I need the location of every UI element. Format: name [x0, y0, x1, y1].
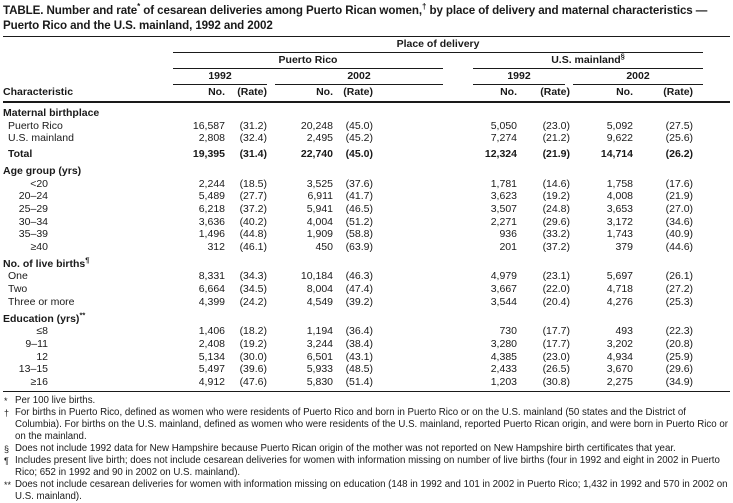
table-body — [3, 102, 730, 389]
cell-value: (26.2) — [665, 148, 694, 161]
row-label-text: <20 — [30, 177, 48, 190]
header-spacer — [703, 53, 730, 69]
dagger-footnote-marker: † — [422, 2, 427, 12]
edge-spacer — [703, 228, 730, 241]
cell-value: 6,664 — [198, 283, 225, 296]
row-label-text: 30–34 — [18, 215, 48, 228]
table-row — [3, 190, 730, 203]
cell-value: 19,395 — [192, 148, 225, 161]
cell-value: 5,933 — [306, 363, 333, 376]
row-label-text: ≤8 — [36, 325, 48, 338]
cell-value: (63.9) — [345, 241, 373, 254]
section-footnote-marker: ** — [79, 310, 86, 320]
cell-value: (41.7) — [345, 190, 373, 203]
cell-value: (34.6) — [665, 215, 694, 228]
table-header — [3, 37, 730, 102]
table-row — [3, 376, 730, 389]
bottom-rule — [3, 391, 730, 392]
cell-value: (25.9) — [665, 350, 694, 363]
header-row-groups — [3, 53, 730, 69]
cell-value: 2,808 — [198, 132, 225, 145]
group-gap — [443, 190, 473, 203]
characteristic-header: Characteristic — [3, 85, 173, 102]
cell-value: 1,496 — [198, 228, 225, 241]
group-gap — [443, 132, 473, 145]
cell-value: (45.0) — [345, 119, 373, 132]
cell-value: (27.5) — [665, 119, 694, 132]
cell-value: (21.2) — [542, 132, 570, 145]
cell-value: (23.1) — [542, 270, 570, 283]
cell-value: (19.2) — [239, 337, 267, 350]
cell-value: 493 — [615, 325, 633, 338]
row-label-text: 13–15 — [18, 363, 48, 376]
cell-value: 936 — [499, 228, 517, 241]
cell-value: 8,004 — [306, 283, 333, 296]
row-label — [3, 178, 173, 191]
cell-value: 14,714 — [600, 148, 633, 161]
cell-value: 5,050 — [490, 119, 517, 132]
title-line-1: TABLE. Number and rate* of cesarean deliveries among Puerto Rican women,† by place of delivery and maternal characteristics — — [3, 2, 708, 17]
cell-value: (34.9) — [665, 376, 694, 389]
header-spacer — [3, 37, 173, 53]
cell-value: 379 — [615, 241, 633, 254]
cell-value: (17.7) — [542, 337, 570, 350]
group-gap — [443, 351, 473, 364]
section-label: Maternal birthplace — [3, 107, 100, 119]
table-row — [3, 270, 730, 283]
cell-value: 5,092 — [606, 119, 633, 132]
cell-value: (30.8) — [542, 376, 570, 389]
table-row — [3, 228, 730, 241]
table-row — [3, 283, 730, 296]
cell-value: 2,271 — [490, 215, 517, 228]
row-label: Two — [8, 283, 28, 296]
cell-value: 8,331 — [198, 270, 225, 283]
cell-value: 4,934 — [606, 350, 633, 363]
cell-value: (51.2) — [345, 215, 373, 228]
cell-value: (18.2) — [239, 325, 267, 338]
row-label-text: 9–11 — [25, 337, 48, 350]
group-gap — [443, 120, 473, 133]
group-gap — [443, 283, 473, 296]
group-gap — [443, 363, 473, 376]
cell-value: 9,622 — [606, 132, 633, 145]
row-label — [3, 351, 173, 364]
cell-value: (39.2) — [345, 295, 373, 308]
year-header-us-1992: 1992 — [473, 69, 573, 86]
cell-value: (48.5) — [345, 363, 373, 376]
cell-value: (44.8) — [239, 228, 267, 241]
cell-value: 4,979 — [490, 270, 517, 283]
asterisk-footnote-marker: * — [137, 2, 141, 12]
cell-value: (27.7) — [239, 190, 267, 203]
cell-value: 4,549 — [306, 295, 333, 308]
row-label-text: 35–39 — [18, 228, 48, 241]
edge-spacer — [703, 145, 730, 161]
cell-value: 6,911 — [307, 190, 333, 203]
row-label-text: 12 — [36, 350, 48, 363]
cell-value: (19.2) — [542, 190, 570, 203]
cell-value: 12,324 — [484, 148, 517, 161]
year-header-us-2002: 2002 — [573, 69, 703, 86]
cell-value: 1,743 — [606, 228, 633, 241]
cell-value: (27.2) — [665, 283, 694, 296]
cell-value: (23.0) — [542, 119, 570, 132]
cell-value: 1,781 — [490, 177, 517, 190]
cell-value: (27.0) — [665, 202, 694, 215]
group-header-us-mainland: U.S. mainland§ — [473, 53, 703, 69]
header-row-columns — [3, 85, 730, 102]
title-line-2: Puerto Rico and the U.S. mainland, 1992 and 2002 — [3, 19, 273, 32]
cell-value: (40.9) — [665, 228, 694, 241]
cell-value: (43.1) — [345, 350, 373, 363]
header-row-years — [3, 69, 730, 86]
cell-value: (37.2) — [542, 241, 570, 254]
cell-value: 3,623 — [490, 190, 517, 203]
cell-value: (34.3) — [239, 270, 267, 283]
edge-spacer — [703, 270, 730, 283]
group-gap — [443, 53, 473, 69]
cell-value: 3,507 — [490, 202, 517, 215]
footnote-text: Per 100 live births. — [15, 394, 96, 406]
cell-value: 5,489 — [198, 190, 225, 203]
table-row — [3, 145, 730, 161]
cell-value: (25.6) — [665, 132, 694, 145]
table-row — [3, 363, 730, 376]
footnote-marker: § — [4, 443, 10, 454]
table-row — [3, 203, 730, 216]
group-gap — [443, 178, 473, 191]
row-label: Total — [8, 148, 33, 161]
cell-value: (23.0) — [542, 350, 570, 363]
cell-value: (46.3) — [345, 270, 373, 283]
cell-value: 3,280 — [490, 337, 517, 350]
table-row — [3, 241, 730, 254]
edge-spacer — [703, 296, 730, 309]
cell-value: 6,218 — [198, 202, 225, 215]
cell-value: (51.4) — [345, 376, 373, 389]
cell-value: 3,244 — [306, 337, 333, 350]
section-footnote-marker: § — [620, 52, 625, 61]
footnote — [3, 407, 730, 443]
row-label: Puerto Rico — [8, 119, 63, 132]
cell-value: 1,909 — [306, 228, 333, 241]
cell-value: (37.6) — [345, 177, 373, 190]
section-header-row — [3, 309, 730, 326]
cell-value: 3,525 — [306, 177, 333, 190]
no-column-header: No. — [173, 85, 230, 102]
edge-spacer — [703, 120, 730, 133]
cell-value: (44.6) — [665, 241, 694, 254]
row-label: Three or more — [8, 295, 75, 308]
footnote — [3, 479, 730, 503]
group-gap — [443, 85, 473, 102]
group-gap — [443, 69, 473, 86]
edge-spacer — [703, 363, 730, 376]
cell-value: 2,433 — [490, 363, 517, 376]
cell-value: 16,587 — [192, 119, 225, 132]
cell-value: 3,172 — [606, 215, 633, 228]
cell-value: (24.8) — [542, 202, 570, 215]
footnote-text: Does not include cesarean deliveries for women with information missing on education (148 in 1992 and 101 in 2002 in Puerto Rico; 1,432 in 1992 and 570 in 2002 on U.S. mainland). — [15, 478, 728, 502]
section-label: Education (yrs)** — [3, 310, 86, 325]
cell-value: 3,670 — [606, 363, 633, 376]
cell-value: 3,636 — [198, 215, 225, 228]
group-gap — [443, 228, 473, 241]
footnote-marker: ** — [4, 479, 12, 490]
cell-value: (45.2) — [345, 132, 373, 145]
row-label: U.S. mainland — [8, 132, 74, 145]
cell-value: (30.0) — [239, 350, 267, 363]
cell-value: 5,830 — [306, 376, 333, 389]
header-spacer — [3, 69, 173, 86]
group-gap — [443, 338, 473, 351]
cell-value: 3,202 — [606, 337, 633, 350]
year-header-pr-2002: 2002 — [275, 69, 443, 86]
cell-value: 730 — [499, 325, 517, 338]
cell-value: 450 — [315, 241, 333, 254]
cell-value: (24.2) — [239, 295, 267, 308]
cell-value: (45.0) — [345, 148, 373, 161]
table-row — [3, 296, 730, 309]
table-row — [3, 120, 730, 133]
row-label-text: 25–29 — [18, 202, 48, 215]
edge-spacer — [703, 203, 730, 216]
edge-spacer — [703, 178, 730, 191]
table-row — [3, 338, 730, 351]
cell-value: (21.9) — [542, 148, 570, 161]
section-footnote-marker: ¶ — [85, 255, 90, 265]
cell-value: (26.5) — [542, 363, 570, 376]
cell-value: 201 — [499, 241, 517, 254]
footnote-text: Does not include 1992 data for New Hampshire because Puerto Rican origin of the mother was not reported on New Hampshire birth certificates that year. — [15, 442, 676, 454]
cell-value: (22.0) — [542, 283, 570, 296]
cell-value: 10,184 — [300, 270, 333, 283]
row-label — [3, 190, 173, 203]
cell-value: (37.2) — [239, 202, 267, 215]
year-header-pr-1992: 1992 — [173, 69, 275, 86]
row-label — [3, 376, 173, 389]
group-gap — [443, 376, 473, 389]
cell-value: 4,399 — [198, 295, 225, 308]
row-label-text: 20–24 — [18, 190, 48, 203]
cell-value: (18.5) — [239, 177, 267, 190]
cell-value: 2,244 — [198, 177, 225, 190]
cell-value: (47.6) — [239, 376, 267, 389]
header-spacer — [703, 69, 730, 86]
rate-column-header: (Rate) — [636, 85, 703, 102]
group-gap — [443, 145, 473, 161]
footnote-marker: † — [4, 407, 10, 418]
footnote — [3, 443, 730, 455]
cell-value: 4,004 — [306, 215, 333, 228]
cell-value: 5,941 — [306, 202, 333, 215]
cell-value: 1,194 — [306, 325, 333, 338]
group-header-puerto-rico: Puerto Rico — [173, 53, 443, 69]
cell-value: (26.1) — [665, 270, 694, 283]
cell-value: 7,274 — [490, 132, 517, 145]
cell-value: (29.6) — [665, 363, 694, 376]
cell-value: (39.6) — [239, 363, 267, 376]
header-spacer — [703, 37, 730, 53]
cell-value: 6,501 — [306, 350, 333, 363]
table-row — [3, 216, 730, 229]
place-of-delivery-header: Place of delivery — [173, 37, 703, 53]
cell-value: 22,740 — [300, 148, 333, 161]
rate-column-header: (Rate) — [230, 85, 275, 102]
cell-value: 312 — [207, 241, 225, 254]
cell-value: 4,008 — [606, 190, 633, 203]
cell-value: (38.4) — [345, 337, 373, 350]
row-label — [3, 203, 173, 216]
cell-value: 3,653 — [606, 202, 633, 215]
edge-spacer — [703, 241, 730, 254]
cell-value: (58.8) — [345, 228, 373, 241]
edge-spacer — [703, 338, 730, 351]
table-row — [3, 132, 730, 145]
table-row — [3, 351, 730, 364]
group-gap — [443, 203, 473, 216]
row-label — [3, 241, 173, 254]
edge-spacer — [703, 351, 730, 364]
cell-value: 5,697 — [606, 270, 633, 283]
section-label: No. of live births¶ — [3, 255, 90, 270]
section-header-row — [3, 254, 730, 271]
header-spacer — [3, 53, 173, 69]
cell-value: (20.4) — [542, 295, 570, 308]
section-label: Age group (yrs) — [3, 164, 82, 177]
footnote-text: For births in Puerto Rico, defined as women who were residents of Puerto Rico and born in Puerto Rico or on the U.S. mainland (50 states and the District of Columbia). For births on the U.S. mainland, defined as women who were residents of the U.S. mainland, reported Puerto Rican origin, and were born in Puerto Rico or on the mainland. — [15, 406, 728, 442]
cell-value: 4,276 — [606, 295, 633, 308]
group-gap — [443, 296, 473, 309]
cell-value: 3,544 — [490, 295, 517, 308]
edge-spacer — [703, 283, 730, 296]
header-spacer — [703, 85, 730, 102]
cell-value: (40.2) — [239, 215, 267, 228]
cell-value: (21.9) — [665, 190, 694, 203]
cell-value: 5,497 — [198, 363, 225, 376]
cell-value: 2,495 — [306, 132, 333, 145]
cell-value: (17.7) — [542, 325, 570, 338]
cell-value: (29.6) — [542, 215, 570, 228]
footnote-marker: ¶ — [4, 455, 9, 466]
cell-value: (46.1) — [239, 241, 267, 254]
row-label — [3, 338, 173, 351]
row-label — [3, 325, 173, 338]
edge-spacer — [703, 190, 730, 203]
cell-value: (34.5) — [239, 283, 267, 296]
cell-value: (25.3) — [665, 295, 694, 308]
table-row — [3, 178, 730, 191]
group-gap — [443, 216, 473, 229]
section-header-row — [3, 102, 730, 120]
cell-value: 2,408 — [198, 337, 225, 350]
cell-value: (46.5) — [345, 202, 373, 215]
no-column-header: No. — [473, 85, 520, 102]
footnote-text: Includes present live birth; does not include cesarean deliveries for women with information missing on number of live births (four in 1992 and eight in 2002 in Puerto Rico; 652 in 1992 and 90 in 2002 on U.S. mainland). — [15, 454, 720, 478]
table-row — [3, 325, 730, 338]
cell-value: 2,275 — [606, 376, 633, 389]
cell-value: (33.2) — [542, 228, 570, 241]
row-label — [3, 216, 173, 229]
row-label-text: ≥40 — [30, 241, 48, 254]
cell-value: 4,718 — [606, 283, 633, 296]
cell-value: (31.4) — [239, 148, 267, 161]
group-gap — [443, 270, 473, 283]
no-column-header: No. — [275, 85, 339, 102]
cell-value: 1,406 — [198, 325, 225, 338]
group-gap — [443, 325, 473, 338]
row-label: One — [8, 270, 28, 283]
cell-value: 1,203 — [490, 376, 517, 389]
cell-value: (20.8) — [665, 337, 694, 350]
cell-value: (47.4) — [345, 283, 373, 296]
header-row-place-of-delivery — [3, 37, 730, 53]
edge-spacer — [703, 376, 730, 389]
cell-value: 1,758 — [606, 177, 633, 190]
cell-value: (32.4) — [239, 132, 267, 145]
row-label — [3, 228, 173, 241]
cell-value: 20,248 — [300, 119, 333, 132]
rate-column-header: (Rate) — [520, 85, 573, 102]
edge-spacer — [703, 132, 730, 145]
cell-value: 3,667 — [490, 283, 517, 296]
footnote — [3, 395, 730, 407]
cell-value: (14.6) — [542, 177, 570, 190]
edge-spacer — [703, 325, 730, 338]
cell-value: 4,912 — [198, 376, 225, 389]
cell-value: (22.3) — [665, 325, 694, 338]
cell-value: (36.4) — [345, 325, 373, 338]
footnote-marker: * — [4, 395, 8, 406]
footnote — [3, 455, 730, 479]
cell-value: 4,385 — [490, 350, 517, 363]
cell-value: (17.6) — [665, 177, 694, 190]
section-header-row — [3, 161, 730, 178]
edge-spacer — [703, 216, 730, 229]
footnotes — [3, 395, 730, 503]
cell-value: (31.2) — [239, 119, 267, 132]
no-column-header: No. — [573, 85, 636, 102]
rate-column-header: (Rate) — [339, 85, 443, 102]
row-label — [3, 363, 173, 376]
cesarean-deliveries-table — [3, 37, 730, 389]
group-gap — [443, 241, 473, 254]
cell-value: 5,134 — [198, 350, 225, 363]
row-label-text: ≥16 — [30, 376, 48, 389]
page-title — [3, 3, 730, 33]
